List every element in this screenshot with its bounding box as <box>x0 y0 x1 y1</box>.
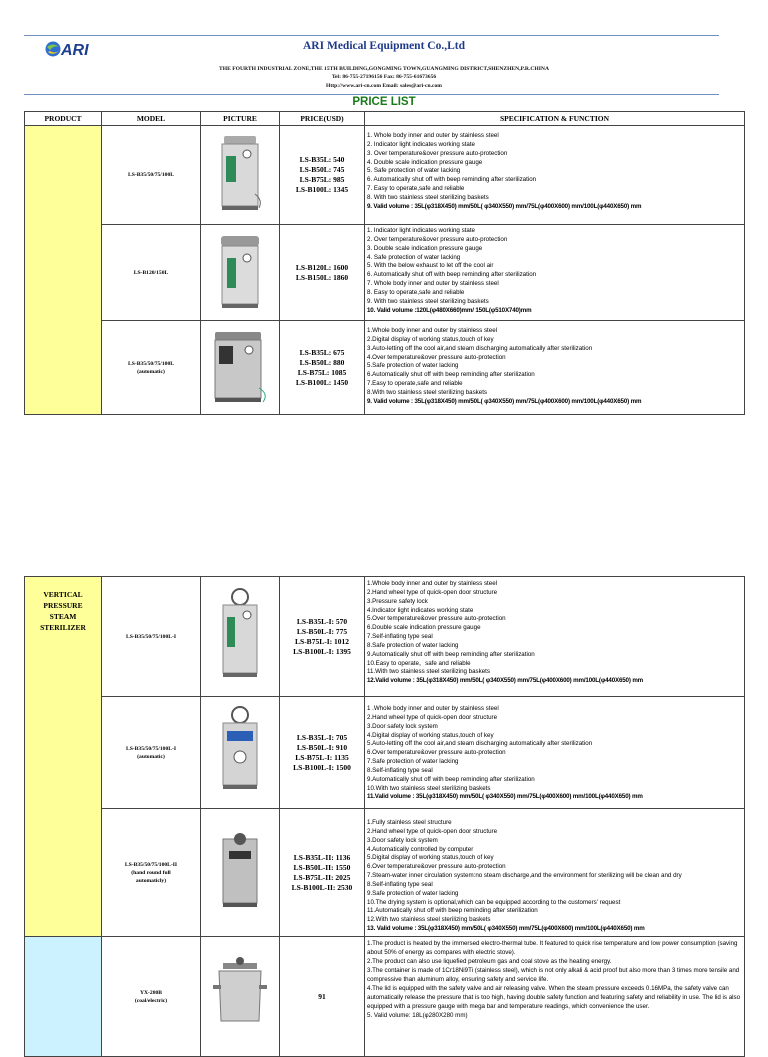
price-cell: LS-B35L-II: 1136 LS-B50L-II: 1550 LS-B75L-II: 2025 LS-B100L-II: 2530 <box>280 809 365 937</box>
model-cell: YX-280B (coal/electric) <box>102 937 201 1057</box>
mid-rule <box>24 94 719 95</box>
header-model: MODEL <box>102 112 201 126</box>
model-cell: LS-B35/50/75/100L-I <box>102 577 201 697</box>
sterilizer-image <box>201 809 280 937</box>
table-row <box>25 225 745 321</box>
table-row <box>25 809 745 937</box>
table-row <box>25 937 745 1057</box>
table-row <box>25 126 745 225</box>
price-cell: LS-B120L: 1600 LS-B150L: 1860 <box>280 225 365 321</box>
price-cell: LS-B35L-I: 705 LS-B50L-I: 910 LS-B75L-I: 1135 LS-B100L-I: 1500 <box>280 697 365 809</box>
price-table-top <box>24 111 745 415</box>
price-cell: LS-B35L: 675 LS-B50L: 880 LS-B75L: 1085 LS-B100L: 1450 <box>280 321 365 415</box>
price-cell: LS-B35L-I: 570 LS-B50L-I: 775 LS-B75L-I: 1012 LS-B100L-I: 1395 <box>280 577 365 697</box>
spec-cell: 1.Fully stainless steel structure 2.Hand wheel type of quick-open door structure 3.Door safety lock system 4.Automatically controlled by computer 5.Digital display of working status,touch of key 6.Over temperature&over pressure auto-protection 7.Steam-water inner circulation system:no steam discharge,and the environment for sterilizing will be clean and dry 8.Self-inflating type seal 9.Safe protection of water lacking 10.The drying system is optional,which can be equipped according to the customers' request 11.Automatically shut off with beep reminding after sterilization 12.With two stainless steel sterilizing baskets 13. Valid volume : 35L(φ318X450) mm/50L( φ340X550) mm/75L(φ400X600) mm/100L(φ440X650) mm <box>365 809 745 937</box>
company-web: Http://www.ari-cn.com Email: sales@ari-cn.com <box>326 83 442 89</box>
header-product: PRODUCT <box>25 112 102 126</box>
price-cell: 91 <box>280 937 365 1057</box>
company-address: THE FOURTH INDUSTRIAL ZONE,THE 15TH BUILDING,GONGMING TOWN,GUANGMING DISTRICT,SHENZHEN,P.R.CHINA <box>219 66 549 72</box>
product-cell: VERTICAL PRESSURE STEAM STERILIZER <box>25 577 102 937</box>
spec-cell: 1.Whole body inner and outer by stainless steel 2.Digital display of working status,touch of key 3.Auto-letting off the cool air,and steam discharging automatically after sterilization 4.Over temperature&over pressure auto-protection 5.Safe protection of water lacking 6.Automatically shut off with beep reminding after sterilization 7.Easy to operate,safe and reliable 8.With two stainless steel sterilizing baskets 9. Valid volume : 35L(φ318X450) mm/50L( φ340X550) mm/75L(φ400X600) mm/100L(φ440X650) mm <box>365 321 745 415</box>
model-cell: LS-B35/50/75/100L <box>102 126 201 225</box>
price-cell: LS-B35L: 540 LS-B50L: 745 LS-B75L: 985 LS-B100L: 1345 <box>280 126 365 225</box>
top-rule <box>24 35 719 36</box>
sterilizer-image <box>201 697 280 809</box>
model-cell: LS-B35/50/75/100L (automatic) <box>102 321 201 415</box>
sterilizer-image <box>201 225 280 321</box>
price-table-bottom <box>24 576 745 1057</box>
header-picture: PICTURE <box>201 112 280 126</box>
sterilizer-image <box>201 577 280 697</box>
model-cell: LS-B35/50/75/100L-II (hand round full automaticly) <box>102 809 201 937</box>
model-cell: LS-B120/150L <box>102 225 201 321</box>
model-cell: LS-B35/50/75/100L-I (automatic) <box>102 697 201 809</box>
table-row <box>25 697 745 809</box>
spec-cell: 1.Whole body inner and outer by stainless steel 2.Hand wheel type of quick-open door structure 3.Pressure safety lock 4.Indicator light indicates working state 5.Over temperature&over pressure auto-protection 6.Double scale indication pressure gauge 7.Self-inflating type seal 8.Safe protection of water lacking 9.Automatically shut off with beep reminding after sterilization 10.Easy to operate，safe and reliable 11.With two stainless steel sterilizing baskets 12.Valid volume : 35L(φ318X450) mm/50L( φ340X550) mm/75L(φ400X600) mm/100L(φ440X650) mm <box>365 577 745 697</box>
product-cell <box>25 126 102 415</box>
spec-cell: 1. Indicator light indicates working state 2. Over temperature&over pressure auto-protection 3. Double scale indication pressure gauge 4. Safe protection of water lacking 5. With the below exhaust to let off the cool air 6. Automatically shut off with beep reminding after sterilization 7. Whole body inner and outer by stainless steel 8. Easy to operate,safe and reliable 9. With two stainless steel sterilizing baskets 10. Valid volume :120L(φ480X660)mm/ 150L(φ510X740)mm <box>365 225 745 321</box>
spec-cell: 1 .Whole body inner and outer by stainless steel 2.Hand wheel type of quick-open door structure 3.Door safety lock system 4.Digital display of working status,touch of key 5.Auto-letting off the cool air,and steam discharging automatically after sterilization 6.Over temperature&over pressure auto-protection 7.Safe protection of water lacking 8.Self-inflating type seal 9.Automatically shut off with beep reminding after sterilization 10.With two stainless steel sterilizing baskets 11.Valid volume : 35L(φ318X450) mm/50L( φ340X550) mm/75L(φ400X600) mm/100L(φ440X650) mm <box>365 697 745 809</box>
spec-cell: 1.The product is heated by the immersed electro-thermal tube. It featured to quick rise temperature and low power consumption (saving about 50% of energy as compares with electric stove). 2.The product can also use liquefied petroleum gas and coal stove as the heating energy. 3.The container is made of 1Cr18Ni9Ti (stainless steel), which is not only alkali & acid proof but also more than 3 times more tensile and compressive than aluminum alloy, ensuring safety and service life. 4.The lid is equipped with the safety valve and air releasing valve. When the steam pressure exceeds 0.16MPa, the safety valve can automatically release the pressure that is too high, having double safety function and featuring safety and reliability in use. The lid is also equipped with a pressure gauge with mega bar and temperature readings, which convenience the user. 5. Valid volume: 18L(φ280X280 mm) <box>365 937 745 1057</box>
product-cell <box>25 937 102 1057</box>
table-row <box>25 321 745 415</box>
spec-cell: 1. Whole body inner and outer by stainless steel 2. Indicator light indicates working state 3. Over temperature&over pressure auto-protection 4. Double scale indication pressure gauge 5. Safe protection of water lacking 6. Automatically shut off with beep reminding after sterilization 7. Easy to operate,safe and reliable 8. With two stainless steel sterilizing baskets 9. Valid volume : 35L(φ318X450) mm/50L( φ340X550) mm/75L(φ400X600) mm/100L(φ440X650) mm <box>365 126 745 225</box>
table-header-row <box>25 112 745 126</box>
svg-text:ARI: ARI <box>61 42 89 59</box>
sterilizer-image <box>201 937 280 1057</box>
header-price: PRICE(USD) <box>280 112 365 126</box>
header-spec: SPECIFICATION & FUNCTION <box>365 112 745 126</box>
price-list-title: PRICE LIST <box>352 96 416 108</box>
sterilizer-image <box>201 126 280 225</box>
sterilizer-image <box>201 321 280 415</box>
company-contact: Tel: 86-755-27196156 Fax: 86-755-61673656 <box>331 74 437 80</box>
table-row <box>25 577 745 697</box>
company-name: ARI Medical Equipment Co.,Ltd <box>303 40 465 52</box>
